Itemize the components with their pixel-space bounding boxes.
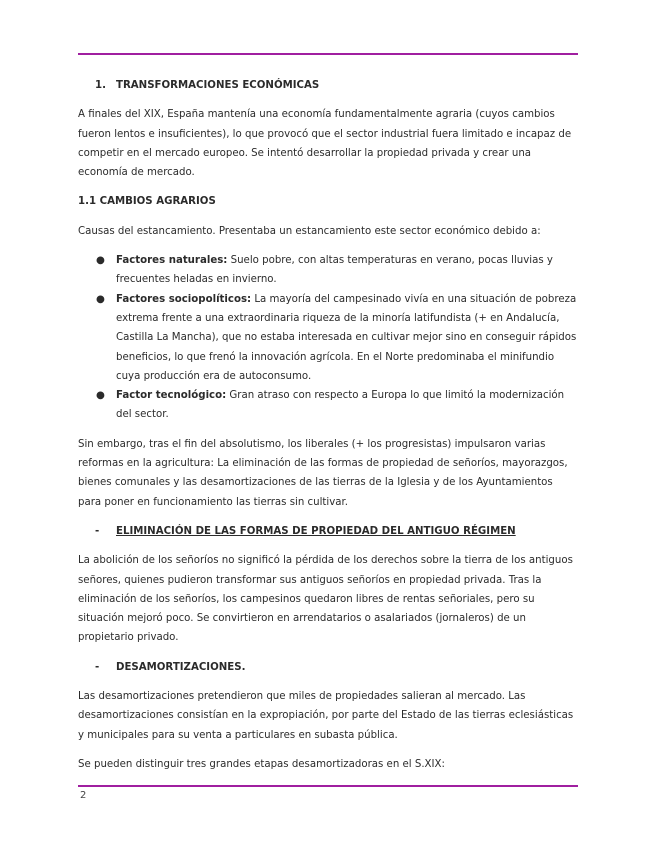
section-number: 1. [95, 80, 106, 91]
dash-marker: - [95, 525, 100, 537]
reforms-paragraph: Sin embargo, tras el fin del absolutismo, los liberales (+ los progresistas) impulsaron varias reformas en la agricultura: La eliminación de las formas de propiedad de señoríos, mayorazgos, bienes comunales y las desamortizaciones de las tierras de la Iglesia y de los Ayuntamientos para poner en funcionamiento las tierras sin cultivar. [78, 438, 568, 508]
bullet-text: Suelo pobre, con altas temperaturas en verano, pocas lluvias y frecuentes heladas en invierno. [116, 255, 553, 286]
bullet-text: Gran atraso con respecto a Europa lo que limitó la modernización del sector. [116, 390, 565, 421]
bullet-text: La mayoría del campesinado vivía en una situación de pobreza extrema frente a una extraordinaria riqueza de la minoría latifundista (+ en Andalucía, Castilla La Mancha), que no estaba interesada en cultivar mejor sino en conseguir rápidos beneficios, lo que frenó la innovación agrícola. En el Norte predominaba el minifundio cuya producción era de autoconsumo. [116, 293, 577, 382]
causes-intro: Causas del estancamiento. Presentaba un estancamiento este sector económico debido a: [78, 225, 541, 237]
bullet-icon: ● [96, 255, 105, 267]
stages-paragraph: Se pueden distinguir tres grandes etapas desamortizadoras en el S.XIX: [78, 758, 445, 770]
list-item-sociopolitical [78, 290, 578, 386]
intro-paragraph: A finales del XIX, España mantenía una economía fundamentalmente agraria (cuyos cambios fueron lentos e insuficientes), lo que provocó que el sector industrial fuera limitado e incapaz de competir en el mercado europeo. Se intentó desarrollar la propiedad privada y crear una economía de mercado. [78, 109, 572, 179]
elimination-paragraph: La abolición de los señoríos no significó la pérdida de los derechos sobre la tierra de los antiguos señores, quienes pudieron transformar sus antiguos señoríos en propiedad privada. Tras la eliminación de los señoríos, los campesinos quedaron libres de rentas señoriales, pero su situación mejoró poco. Se convirtieron en arrendatarios o asalariados (jornaleros) de un propietario privado. [78, 555, 573, 644]
page-number: 2 [80, 790, 87, 801]
section-heading [78, 76, 578, 95]
bullet-label: Factores sociopolíticos: [116, 293, 252, 305]
causes-list [78, 251, 578, 425]
list-item-technological [78, 386, 578, 425]
bullet-label: Factores naturales: [116, 255, 228, 267]
header-rule [78, 53, 578, 55]
desamort-heading [78, 658, 578, 677]
page-content [78, 76, 578, 784]
elimination-heading [78, 522, 578, 541]
desamort-title: DESAMORTIZACIONES. [116, 661, 246, 673]
desamort-paragraph: Las desamortizaciones pretendieron que miles de propiedades salieran al mercado. Las desamortizaciones consistían en la expropiación, por parte del Estado de las tierras eclesiásticas y municipales para su venta a particulares en subasta pública. [78, 691, 574, 741]
bullet-label: Factor tecnológico: [116, 390, 227, 402]
bullet-icon: ● [96, 390, 105, 402]
dash-marker: - [95, 661, 100, 673]
subsection-heading: 1.1 CAMBIOS AGRARIOS [78, 196, 216, 208]
list-item-natural [78, 251, 578, 290]
elimination-title: ELIMINACIÓN DE LAS FORMAS DE PROPIEDAD DEL ANTIGUO RÉGIMEN [116, 525, 516, 537]
footer-rule [78, 785, 578, 787]
section-title: TRANSFORMACIONES ECONÓMICAS [116, 80, 320, 91]
bullet-icon: ● [96, 293, 105, 305]
